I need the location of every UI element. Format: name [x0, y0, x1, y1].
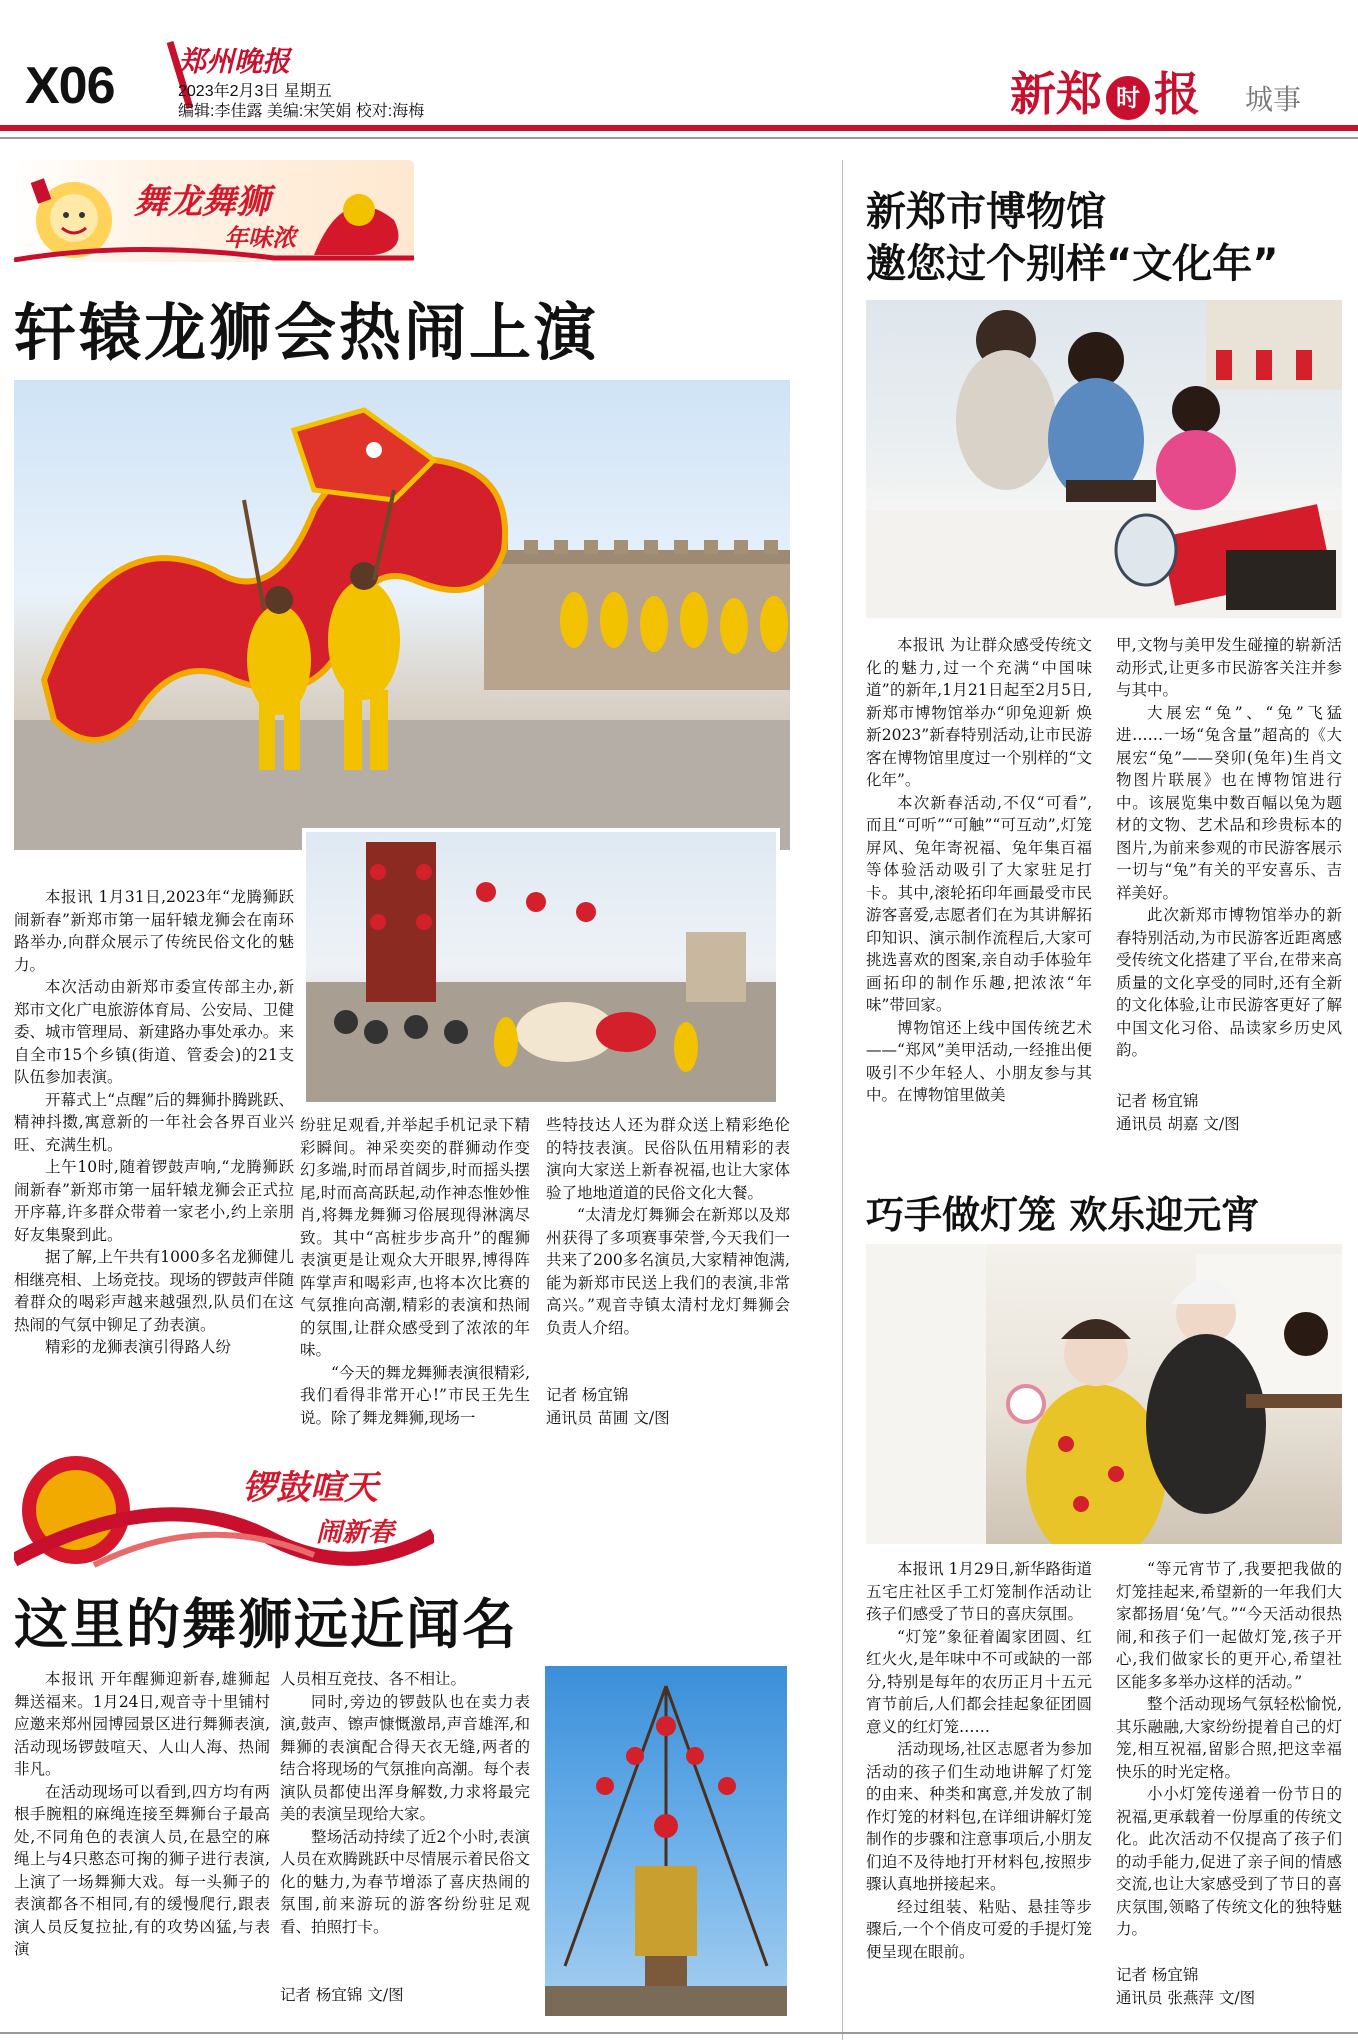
story1-col2: 纷驻足观看,并举起手机记录下精彩瞬间。神采奕奕的群狮动作变幻多端,时而昂首阔步,时而摇头摆尾,时而高高跃起,动作神态惟妙惟肖,将舞龙舞狮习俗展现得淋漓尽致。其中“高桩步步高升”的醒狮表演更是让观众大开眼界,博得阵阵掌声和喝彩声,也将本次比赛的气氛推向高潮,精彩的表演和热闹的氛围,让群众感受到了浓浓的年味。 “今天的舞龙舞狮表演很精彩,我们看得非常开心!”市民王先生说。除了舞龙舞狮,现场一	[300, 1116, 530, 1427]
story1-byline: 记者 杨宜锦 通讯员 苗圃 文/图	[546, 1386, 670, 1427]
brand-circle: 时	[1106, 76, 1150, 120]
story3-banner	[14, 1440, 434, 1570]
section-label: 城事	[1245, 83, 1302, 116]
footer-rule	[0, 2032, 1358, 2034]
story2-col2: 甲,文物与美甲发生碰撞的崭新活动形式,让更多市民游客关注并参与其中。 大展宏“兔”、“兔”飞猛进……一场“兔含量”超高的《大展宏“兔”——癸卯(兔年)生肖文物图片联展》也在博物馆进行中。该展览集中数百幅以兔为题材的文物、艺术品和珍贵标本的图片,为前来参观的市民游客展示一切与“兔”有关的平安喜乐、吉祥美好。 此次新郑市博物馆举办的新春特别活动,为市民游客近距离感受传统文化搭建了平台,在带来高质量的文化享受的同时,还有全新的文化体验,让市民游客更好了解中国文化习俗、品读家乡历史风韵。	[1116, 636, 1342, 1059]
story1-headline: 轩辕龙狮会热闹上演	[14, 296, 600, 369]
story1-col3: 些特技达人还为群众送上精彩绝伦的特技表演。民俗队伍用精彩的表演向大家送上新春祝福,也让大家体验了地地道道的民俗文化大餐。 “太清龙灯舞狮会在新郑以及郑州获得了多项赛事荣誉,今天我们一共来了200多名演员,大家精神饱满,能为新郑市民送上我们的表演,非常高兴。”观音寺镇太清村龙灯舞狮会负责人介绍。	[546, 1116, 790, 1337]
lantern-making-photo	[866, 1244, 1342, 1544]
brand-right: 报	[1154, 67, 1200, 121]
story2-byline: 记者 杨宜锦 通讯员 胡嘉 文/图	[1116, 1092, 1240, 1133]
lion-pole-photo	[545, 1666, 787, 2016]
dragon-photo-illustration	[14, 380, 790, 850]
story3-headline: 这里的舞狮远近闻名	[14, 1593, 518, 1656]
lantern-photo-illustration	[866, 1244, 1342, 1544]
date-line: 2023年2月3日 星期五	[178, 83, 332, 100]
story4-col1: 本报讯 1月29日,新华路街道五宅庄社区手工灯笼制作活动让孩子们感受了节日的喜庆氛围。 “灯笼”象征着阖家团圆、红红火火,是年味中不可或缺的一部分,特别是每年的农历正月十五元宵节前后,人们都会挂起象征团圆意义的红灯笼…… 活动现场,社区志愿者为参加活动的孩子们生动地讲解了灯笼的由来、种类和寓意,并发放了制作灯笼的材料包,在详细讲解灯笼制作的步骤和注意事项后,小朋友们迫不及待地打开材料包,按照步骤认真地拼接起来。 经过组装、粘贴、悬挂等步骤后,一个个俏皮可爱的手提灯笼便呈现在眼前。	[866, 1560, 1092, 1961]
lion-pole-illustration	[545, 1666, 787, 2016]
museum-activity-photo	[866, 300, 1342, 618]
story4-col2: “等元宵节了,我要把我做的灯笼挂起来,希望新的一年我们大家都扬眉‘兔’气。”“今天活动很热闹,和孩子们一起做灯笼,孩子开心,我们做家长的更开心,希望社区能多多举办这样的活动。” 整个活动现场气氛轻松愉悦,其乐融融,大家纷纷提着自己的灯笼,相互祝福,留影合照,把这幸福快乐的时光定格。 小小灯笼传递着一份节日的祝福,更承载着一份厚重的传统文化。此次活动不仅提高了孩子们的动手能力,促进了亲子间的情感交流,也让大家感受到了节日的喜庆氛围,领略了传统文化的独特魅力。	[1116, 1560, 1342, 1938]
brand-left: 新郑	[1010, 67, 1102, 121]
column-divider	[842, 160, 843, 2040]
story4-byline: 记者 杨宜锦 通讯员 张燕萍 文/图	[1116, 1966, 1256, 2007]
museum-photo-illustration	[866, 300, 1342, 618]
page-number: X06	[25, 57, 115, 115]
story3-byline: 记者 杨宜锦 文/图	[280, 1986, 404, 2004]
header-rule	[0, 125, 1358, 131]
story3-col2: 人员相互竞技、各不相让。 同时,旁边的锣鼓队也在卖力表演,鼓声、镲声慷慨激昂,声音雄浑,和舞狮的表演配合得天衣无缝,两者的结合将现场的气氛推向高潮。每个表演队员都使出浑身解数,力求将最完美的表演呈现给大家。 整场活动持续了近2个小时,表演人员在欢腾跳跃中尽情展示着民俗文化的魅力,为春节增添了喜庆热闹的氛围,前来游玩的游客纷纷驻足观看、拍照打卡。	[280, 1670, 530, 1936]
story1-col1: 本报讯 1月31日,2023年“龙腾狮跃闹新春”新郑市第一届轩辕龙狮会在南环路举办,向群众展示了传统民俗文化的魅力。 本次活动由新郑市委宣传部主办,新郑市文化广电旅游体育局、公安局、卫健委、城市管理局、新建路办事处承办。来自全市15个乡镇(街道、管委会)的21支队伍参加表演。 开幕式上“点醒”后的舞狮扑腾跳跃、精神抖擞,寓意新的一年社会各界百业兴旺、充满生机。 上午10时,随着锣鼓声响,“龙腾狮跃闹新春”新郑市第一届轩辕龙狮会正式拉开序幕,许多群众带着一家老小,约上亲朋好友集聚到此。 据了解,上午共有1000多名龙狮健儿相继亮相、上场竞技。现场的锣鼓声伴随着群众的喝彩声越来越强烈,队员们在这热闹的气氛中铆足了劲表演。 精彩的龙狮表演引得路人纷	[14, 888, 294, 1356]
story3-col1: 本报讯 开年醒狮迎新春,雄狮起舞送福来。1月24日,观音寺十里铺村应邀来郑州园博园景区进行舞狮表演,活动现场锣鼓喧天、人山人海、热闹非凡。 在活动现场可以看到,四方均有两根手腕粗的麻绳连接至舞狮台子最高处,不同角色的表演人员,在悬空的麻绳上与4只憨态可掬的狮子进行表演,上演了一场舞狮大戏。每一头狮子的表演都各不相同,有的缓慢爬行,跟表演人员反复拉扯,有的攻势凶猛,与表演	[14, 1670, 270, 1958]
story4-headline: 巧手做灯笼 欢乐迎元宵	[866, 1193, 1260, 1237]
brand-logo	[1010, 58, 1200, 124]
editors-line: 编辑:李佳露 美编:宋笑娟 校对:海梅	[178, 103, 425, 120]
story2-col1: 本报讯 为让群众感受传统文化的魅力,过一个充满“中国味道”的新年,1月21日起至2月5日,新郑市博物馆举办“卯兔迎新 焕新2023”新春特别活动,让市民游客在博物馆里度过一个别样的“文化年”。 本次新春活动,不仅“可看”,而且“可听”“可触”“可互动”,灯笼屏风、兔年寄祝福、兔年集百福等体验活动吸引了大家驻足打卡。其中,滚轮拓印年画最受市民游客喜爱,志愿者们在为其讲解拓印知识、演示制作流程后,大家可挑选喜欢的图案,亲自动手体验年画拓印的制作乐趣,把浓浓“年味”带回家。 博物馆还上线中国传统艺术——“郑风”美甲活动,一经推出便吸引不少年轻人、小朋友参与其中。在博物馆里做美	[866, 636, 1092, 1104]
paper-logo: 郑州晚报	[178, 45, 291, 78]
story3-banner-title: 锣鼓喧天	[242, 1468, 378, 1508]
story3-banner-subtitle: 闹新春	[316, 1518, 395, 1548]
header-rule-thin	[0, 137, 1358, 139]
story1-banner	[14, 160, 414, 262]
lion-dance-photo	[302, 828, 780, 1106]
dragon-dance-photo	[14, 380, 790, 850]
story1-banner-title: 舞龙舞狮	[134, 182, 270, 222]
story1-banner-subtitle: 年味浓	[224, 223, 296, 252]
lion-photo-illustration	[306, 832, 776, 1102]
story2-headline: 新郑市博物馆 邀您过个别样“文化年”	[866, 189, 1279, 287]
